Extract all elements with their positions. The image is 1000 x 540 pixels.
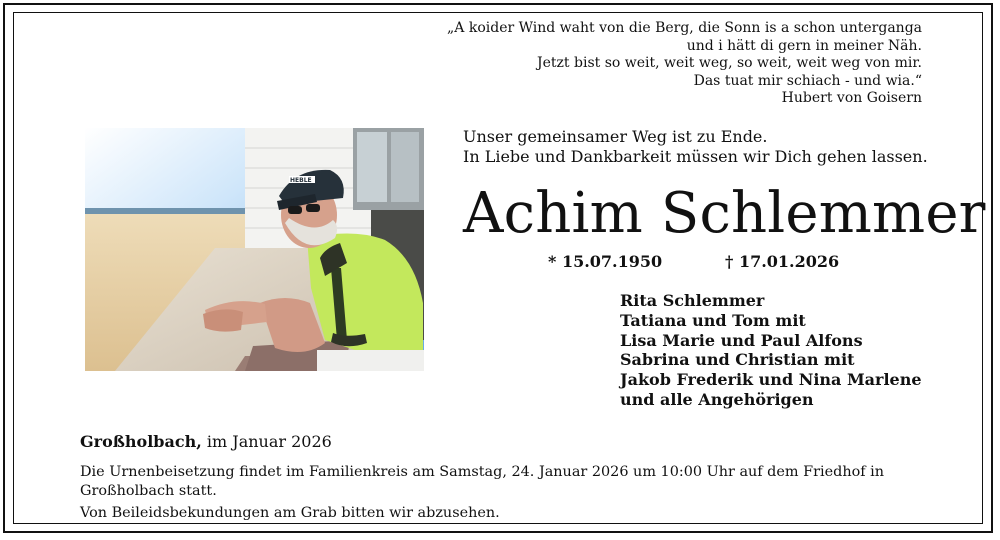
quote-author: Hubert von Goisern [781,90,922,107]
intro-line-2: In Liebe und Dankbarkeit müssen wir Dich gehen lassen. [463,146,928,166]
condolence-notice: Von Beileidsbekundungen am Grab bitten wir abzusehen. [80,505,500,521]
family-member: Rita Schlemmer [620,291,765,310]
birth-date: * 15.07.1950 [548,252,663,271]
family-member: Sabrina und Christian mit [620,350,855,370]
intro-line-1: Unser gemeinsamer Weg ist zu Ende. [463,127,768,146]
poem-quote [447,20,922,108]
family-list [620,291,922,410]
family-member: Tatiana und Tom mit [620,310,806,330]
place-and-date [80,432,332,451]
cap-logo-text: HEBLE [290,177,312,184]
family-member: und alle Angehörigen [620,389,814,409]
month-year: im Januar 2026 [206,432,332,451]
family-member: Lisa Marie und Paul Alfons [620,330,863,350]
family-member: Jakob Frederik und Nina Marlene [620,370,922,390]
burial-notice: Die Urnenbeisetzung findet im Familienkreis am Samstag, 24. Januar 2026 um 10:00 Uhr auf dem Friedhof in Großholbach statt. [80,464,885,499]
portrait-photo [85,128,424,371]
deceased-name: Achim Schlemmer [463,181,986,246]
quote-line: Jetzt bist so weit, weit weg, so weit, weit weg von mir. [537,55,922,72]
intro-text [463,127,928,166]
town-name: Großholbach, [80,432,202,451]
quote-line: Das tuat mir schiach - und wia.“ [693,72,922,89]
death-date: † 17.01.2026 [725,252,840,271]
quote-line: und i hätt di gern in meiner Näh. [686,37,922,54]
quote-line: „A koider Wind waht von die Berg, die Sonn is a schon unterganga [447,20,922,36]
